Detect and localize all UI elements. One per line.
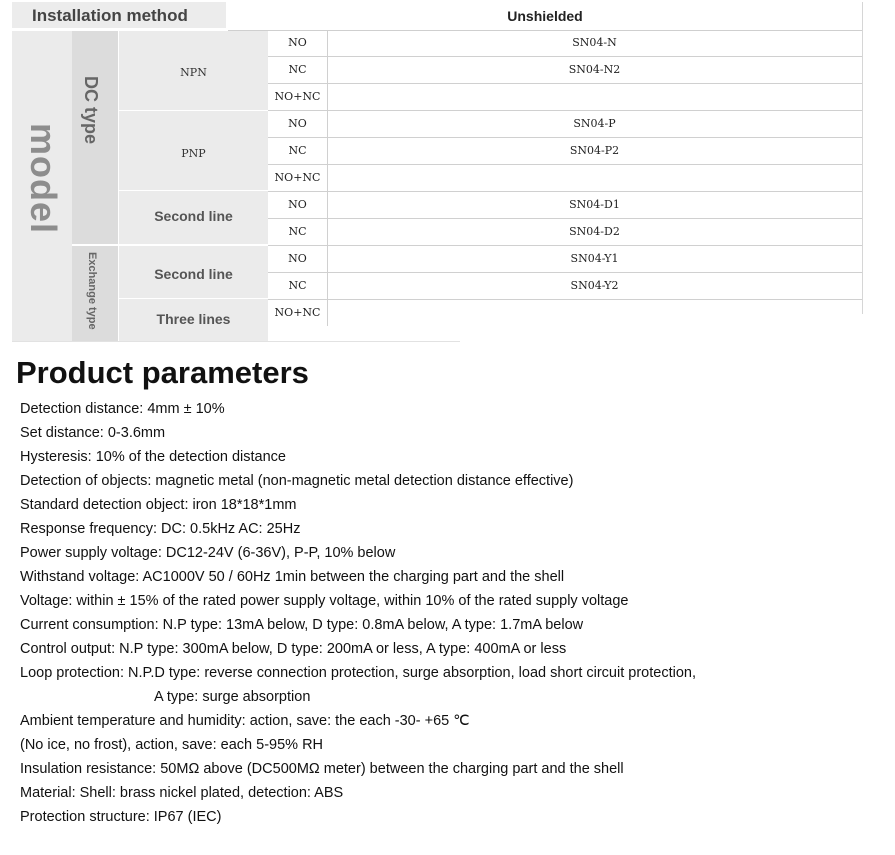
npn-cell xyxy=(119,31,268,110)
exchange-type-column xyxy=(72,246,118,341)
output-cell: NO+NC xyxy=(268,165,328,191)
parameter-list xyxy=(20,398,880,830)
model-code-cell xyxy=(327,84,862,110)
exchange-type-label: Exchange type xyxy=(86,252,98,330)
ac-second-line-label: Second line xyxy=(154,266,233,282)
output-cell: NO xyxy=(268,30,328,56)
model-code-cell: SN04-N xyxy=(572,36,617,49)
parameter-line: Current consumption: N.P type: 13mA below, D type: 0.8mA below, A type: 1.7mA below xyxy=(20,617,584,633)
output-cell: NO+NC xyxy=(268,84,328,110)
table-bottom-border xyxy=(12,341,460,342)
dc-type-column xyxy=(72,31,118,244)
parameter-line: Set distance: 0-3.6mm xyxy=(20,425,166,441)
unshielded-label: Unshielded xyxy=(507,8,583,24)
table-row xyxy=(268,57,862,84)
model-code-cell xyxy=(327,165,862,191)
table-row xyxy=(268,273,862,300)
parameter-line: Power supply voltage: DC12-24V (6-36V), P-P, 10% below xyxy=(20,545,396,561)
model-code-cell: SN04-N2 xyxy=(568,63,621,76)
parameter-line: Protection structure: IP67 (IEC) xyxy=(20,809,222,825)
model-column xyxy=(12,31,72,341)
table-row xyxy=(268,219,862,246)
table-row xyxy=(268,300,862,326)
table-row xyxy=(268,246,862,273)
dc-second-line-label: Second line xyxy=(154,208,233,224)
installation-method-label: Installation method xyxy=(32,6,188,25)
parameter-line: Insulation resistance: 50MΩ above (DC500MΩ meter) between the charging part and the shell xyxy=(20,761,624,777)
parameter-line: Loop protection: N.P.D type: reverse connection protection, surge absorption, load short circuit protection, xyxy=(20,665,696,681)
parameter-line: Control output: N.P type: 300mA below, D type: 200mA or less, A type: 400mA or less xyxy=(20,641,567,657)
model-code-cell: SN04-P xyxy=(573,117,616,130)
pnp-label: PNP xyxy=(181,147,206,160)
model-code-cell: SN04-D2 xyxy=(569,225,620,238)
dc-type-label: DC type xyxy=(81,76,101,145)
table-row xyxy=(268,138,862,165)
parameter-line-continuation: A type: surge absorption xyxy=(154,689,311,705)
model-code-cell: SN04-Y2 xyxy=(570,279,619,292)
model-code-cell: SN04-Y1 xyxy=(570,252,619,265)
table-row xyxy=(268,30,862,57)
output-cell: NC xyxy=(268,57,328,83)
product-parameters-title: Product parameters xyxy=(16,355,309,390)
parameter-line: Withstand voltage: AC1000V 50 / 60Hz 1min between the charging part and the shell xyxy=(20,569,565,585)
three-lines-cell xyxy=(119,299,268,341)
output-cell: NC xyxy=(268,138,328,164)
installation-method-header xyxy=(12,2,226,28)
output-cell: NO xyxy=(268,111,328,137)
unshielded-header xyxy=(228,2,862,31)
dc-second-line-cell xyxy=(119,191,268,244)
output-cell: NO+NC xyxy=(268,300,328,326)
table-row xyxy=(268,192,862,219)
pnp-cell xyxy=(119,111,268,190)
parameter-line: Voltage: within ± 15% of the rated power supply voltage, within 10% of the rated supply voltage xyxy=(20,593,629,609)
ac-second-line-cell xyxy=(119,246,268,298)
model-code-cell: SN04-P2 xyxy=(569,144,620,157)
three-lines-label: Three lines xyxy=(156,311,231,327)
parameter-line: Standard detection object: iron 18*18*1mm xyxy=(20,497,297,513)
table-row xyxy=(268,84,862,111)
parameter-line: Material: Shell: brass nickel plated, detection: ABS xyxy=(20,785,344,801)
parameter-line: Detection distance: 4mm ± 10% xyxy=(20,401,225,417)
output-cell: NC xyxy=(268,219,328,245)
model-table xyxy=(0,0,895,345)
parameter-line: (No ice, no frost), action, save: each 5-95% RH xyxy=(20,737,324,753)
npn-label: NPN xyxy=(180,66,207,79)
output-cell: NC xyxy=(268,273,328,299)
output-cell: NO xyxy=(268,246,328,272)
table-row xyxy=(268,165,862,192)
parameter-line: Ambient temperature and humidity: action, save: the each -30- +65 ℃ xyxy=(20,713,470,729)
model-code-cell: SN04-D1 xyxy=(569,198,620,211)
table-right-border xyxy=(862,2,863,314)
table-row xyxy=(268,111,862,138)
parameter-line: Response frequency: DC: 0.5kHz AC: 25Hz xyxy=(20,521,301,537)
output-cell: NO xyxy=(268,192,328,218)
model-label: model xyxy=(23,123,64,235)
parameter-line: Detection of objects: magnetic metal (non-magnetic metal detection distance effective) xyxy=(20,473,574,489)
model-code-cell xyxy=(327,300,862,326)
parameter-line: Hysteresis: 10% of the detection distance xyxy=(20,449,286,465)
